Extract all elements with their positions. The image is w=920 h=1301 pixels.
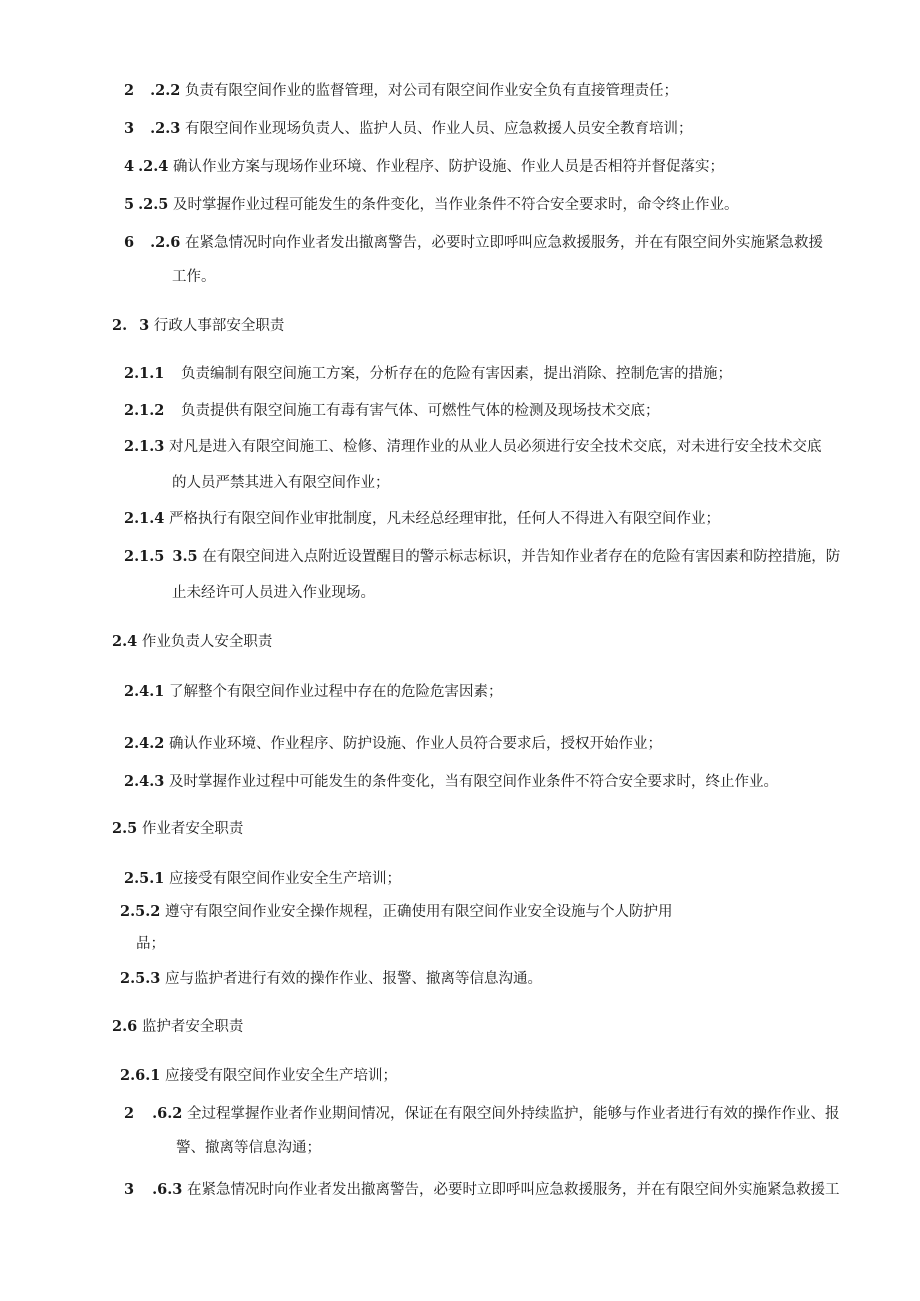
item-subnumber: .6.2 bbox=[152, 1105, 183, 1122]
section-heading-2-3 bbox=[112, 316, 284, 336]
item-2-5-3 bbox=[120, 969, 542, 989]
item-text: 止未经许可人员进入作业现场。 bbox=[172, 585, 375, 601]
section-heading-2-6 bbox=[112, 1017, 243, 1037]
item-2-1-5 bbox=[124, 547, 840, 567]
item-2-6-1 bbox=[120, 1066, 397, 1086]
item-text: 品； bbox=[136, 936, 165, 952]
item-number: 2.4.2 bbox=[124, 735, 165, 752]
item-number: 2.1.2 bbox=[124, 402, 165, 419]
item-2-1-4 bbox=[124, 509, 720, 529]
item-number: 2.1.5 bbox=[124, 548, 165, 565]
item-2-4-1 bbox=[124, 682, 502, 702]
item-text: 应与监护者进行有效的操作作业、报警、撤离等信息沟通。 bbox=[164, 971, 542, 987]
item-continuation bbox=[172, 583, 375, 603]
item-continuation bbox=[172, 267, 216, 287]
section-number: 2. bbox=[112, 317, 128, 334]
item-number: 3 bbox=[124, 120, 135, 137]
item-subnumber: .6.3 bbox=[152, 1181, 183, 1198]
item-text: 负责有限空间作业的监督管理，对公司有限空间作业安全负有直接管理责任； bbox=[184, 83, 678, 99]
item-text: 确认作业环境、作业程序、防护设施、作业人员符合要求后，授权开始作业； bbox=[168, 736, 662, 752]
item-text: 了解整个有限空间作业过程中存在的危险危害因素； bbox=[168, 684, 503, 700]
item-number: 2.5.2 bbox=[120, 903, 161, 920]
item-2-4-2 bbox=[124, 734, 662, 754]
item-text: 确认作业方案与现场作业环境、作业程序、防护设施、作业人员是否相符并督促落实； bbox=[172, 159, 724, 175]
section-title: 行政人事部安全职责 bbox=[153, 318, 285, 334]
item-6-2-6 bbox=[124, 233, 823, 253]
item-text: 在紧急情况时向作业者发出撤离警告，必要时立即呼叫应急救援服务，并在有限空间外实施紧急救援工 bbox=[186, 1182, 840, 1198]
item-3-2-3 bbox=[124, 119, 692, 139]
item-text: 应接受有限空间作业安全生产培训； bbox=[164, 1068, 397, 1084]
item-number: 2.1.4 bbox=[124, 510, 165, 527]
item-text: 应接受有限空间作业安全生产培训； bbox=[168, 871, 401, 887]
item-subnumber: .2.4 bbox=[138, 158, 169, 175]
item-text: 遵守有限空间作业安全操作规程，正确使用有限空间作业安全设施与个人防护用 bbox=[164, 904, 673, 920]
section-subnumber: 3 bbox=[139, 317, 150, 334]
section-title: 监护者安全职责 bbox=[141, 1019, 244, 1035]
item-2-1-3 bbox=[124, 437, 821, 457]
item-2-6-2 bbox=[124, 1104, 839, 1124]
item-2-1-1 bbox=[124, 364, 732, 384]
item-2-6-3 bbox=[124, 1180, 839, 1200]
item-text: 负责提供有限空间施工有毒有害气体、可燃性气体的检测及现场技术交底； bbox=[180, 403, 660, 419]
item-subnumber: 3.5 bbox=[172, 548, 198, 565]
section-heading-2-4 bbox=[112, 632, 272, 652]
item-number: 2 bbox=[124, 82, 135, 99]
item-number: 2.1.1 bbox=[124, 365, 165, 382]
item-text: 有限空间作业现场负责人、监护人员、作业人员、应急救援人员安全教育培训； bbox=[184, 121, 693, 137]
item-text: 对凡是进入有限空间施工、检修、清理作业的从业人员必须进行安全技术交底，对未进行安全技术交底 bbox=[168, 439, 822, 455]
item-number: 2.5.3 bbox=[120, 970, 161, 987]
item-2-1-2 bbox=[124, 401, 659, 421]
item-continuation bbox=[172, 473, 390, 493]
item-number: 2.4.1 bbox=[124, 683, 165, 700]
item-subnumber: .2.2 bbox=[150, 82, 181, 99]
section-heading-2-5 bbox=[112, 819, 243, 839]
item-2-5-2 bbox=[120, 902, 672, 922]
item-text: 严格执行有限空间作业审批制度，凡未经总经理审批，任何人不得进入有限空间作业； bbox=[168, 511, 720, 527]
item-subnumber: .2.3 bbox=[150, 120, 181, 137]
section-number: 2.6 bbox=[112, 1018, 138, 1035]
item-number: 3 bbox=[124, 1181, 135, 1198]
item-2-2-2 bbox=[124, 81, 678, 101]
item-number: 5 bbox=[124, 196, 135, 213]
section-title: 作业负责人安全职责 bbox=[141, 634, 273, 650]
item-subnumber: .2.6 bbox=[150, 234, 181, 251]
item-text: 全过程掌握作业者作业期间情况，保证在有限空间外持续监护，能够与作业者进行有效的操作作业、报 bbox=[186, 1106, 840, 1122]
item-text: 及时掌握作业过程中可能发生的条件变化，当有限空间作业条件不符合安全要求时，终止作业。 bbox=[168, 774, 778, 790]
item-number: 4 bbox=[124, 158, 135, 175]
item-4-2-4 bbox=[124, 157, 724, 177]
item-5-2-5 bbox=[124, 195, 738, 215]
section-number: 2.4 bbox=[112, 633, 138, 650]
item-number: 2.1.3 bbox=[124, 438, 165, 455]
item-text: 在有限空间进入点附近设置醒目的警示标志标识，并告知作业者存在的危险有害因素和防控措施，防 bbox=[202, 549, 841, 565]
item-number: 2 bbox=[124, 1105, 135, 1122]
item-text: 工作。 bbox=[172, 269, 216, 285]
item-text: 负责编制有限空间施工方案，分析存在的危险有害因素，提出消除、控制危害的措施； bbox=[180, 366, 732, 382]
item-text: 及时掌握作业过程可能发生的条件变化，当作业条件不符合安全要求时，命令终止作业。 bbox=[172, 197, 739, 213]
item-subnumber: .2.5 bbox=[138, 196, 169, 213]
item-text: 在紧急情况时向作业者发出撤离警告，必要时立即呼叫应急救援服务，并在有限空间外实施紧急救援 bbox=[184, 235, 823, 251]
item-continuation bbox=[176, 1138, 321, 1158]
item-number: 6 bbox=[124, 234, 135, 251]
item-number: 2.6.1 bbox=[120, 1067, 161, 1084]
item-number: 2.5.1 bbox=[124, 870, 165, 887]
item-2-5-1 bbox=[124, 869, 401, 889]
item-text: 警、撤离等信息沟通； bbox=[176, 1140, 321, 1156]
section-title: 作业者安全职责 bbox=[141, 821, 244, 837]
item-text: 的人员严禁其进入有限空间作业； bbox=[172, 475, 390, 491]
item-number: 2.4.3 bbox=[124, 773, 165, 790]
item-2-4-3 bbox=[124, 772, 778, 792]
item-continuation bbox=[136, 934, 165, 954]
section-number: 2.5 bbox=[112, 820, 138, 837]
